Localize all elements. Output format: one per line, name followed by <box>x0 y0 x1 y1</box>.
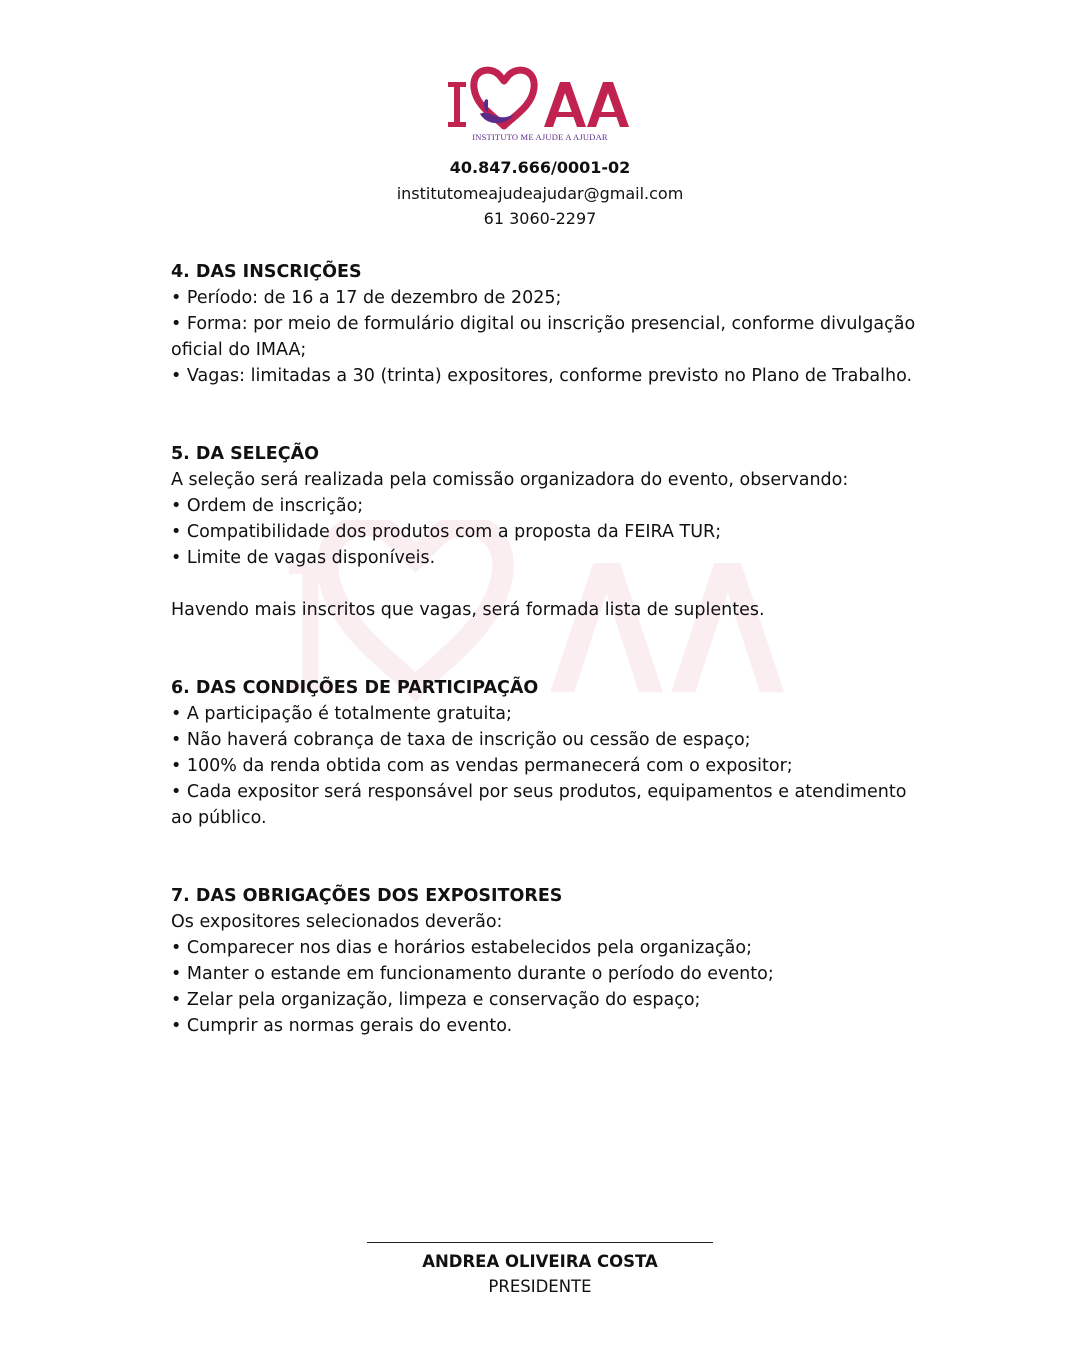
list-item: • Compatibilidade dos produtos com a proposta da FEIRA TUR; <box>171 522 722 542</box>
email-address: institutomeajudeajudar@gmail.com <box>396 184 684 203</box>
section-title: 4. DAS INSCRIÇÕES <box>171 262 362 282</box>
list-item: • Zelar pela organização, limpeza e conservação do espaço; <box>171 990 701 1010</box>
section-note: Havendo mais inscritos que vagas, será formada lista de suplentes. <box>171 600 765 620</box>
list-item: • 100% da renda obtida com as vendas permanecerá com o expositor; <box>171 756 793 776</box>
section-intro: Os expositores selecionados deverão: <box>171 912 503 932</box>
list-item: • Período: de 16 a 17 de dezembro de 2025; <box>171 288 562 308</box>
phone-number: 61 3060-2297 <box>483 209 597 228</box>
spacer <box>171 571 916 597</box>
logo-caption: INSTITUTO ME AJUDE A AJUDAR <box>472 132 608 142</box>
list-item: • Manter o estande em funcionamento durante o período do evento; <box>171 964 774 984</box>
list-item: • Ordem de inscrição; <box>171 496 364 516</box>
list-item: • Cumprir as normas gerais do evento. <box>171 1016 513 1036</box>
list-item: • Não haverá cobrança de taxa de inscrição ou cessão de espaço; <box>171 730 751 750</box>
cnpj-number: 40.847.666/0001-02 <box>449 158 631 177</box>
list-item: • Cada expositor será responsável por seus produtos, equipamentos e atendimento ao público. <box>171 782 907 828</box>
section-obrigacoes <box>171 883 916 1039</box>
section-title: 6. DAS CONDIÇÕES DE PARTICIPAÇÃO <box>171 678 539 698</box>
section-selecao <box>171 441 916 623</box>
section-title: 7. DAS OBRIGAÇÕES DOS EXPOSITORES <box>171 886 563 906</box>
signatory-role: PRESIDENTE <box>488 1277 592 1296</box>
section-title: 5. DA SELEÇÃO <box>171 444 320 464</box>
signature-line <box>367 1242 713 1243</box>
list-item: • A participação é totalmente gratuita; <box>171 704 512 724</box>
section-condicoes <box>171 675 916 831</box>
list-item: • Forma: por meio de formulário digital ou inscrição presencial, conforme divulgação oficial do IMAA; <box>171 314 916 360</box>
section-intro: A seleção será realizada pela comissão organizadora do evento, observando: <box>171 470 849 490</box>
signatory-name: ANDREA OLIVEIRA COSTA <box>422 1252 658 1271</box>
section-inscricoes <box>171 259 916 389</box>
list-item: • Comparecer nos dias e horários estabelecidos pela organização; <box>171 938 752 958</box>
list-item: • Vagas: limitadas a 30 (trinta) expositores, conforme previsto no Plano de Trabalho. <box>171 366 913 386</box>
list-item: • Limite de vagas disponíveis. <box>171 548 436 568</box>
